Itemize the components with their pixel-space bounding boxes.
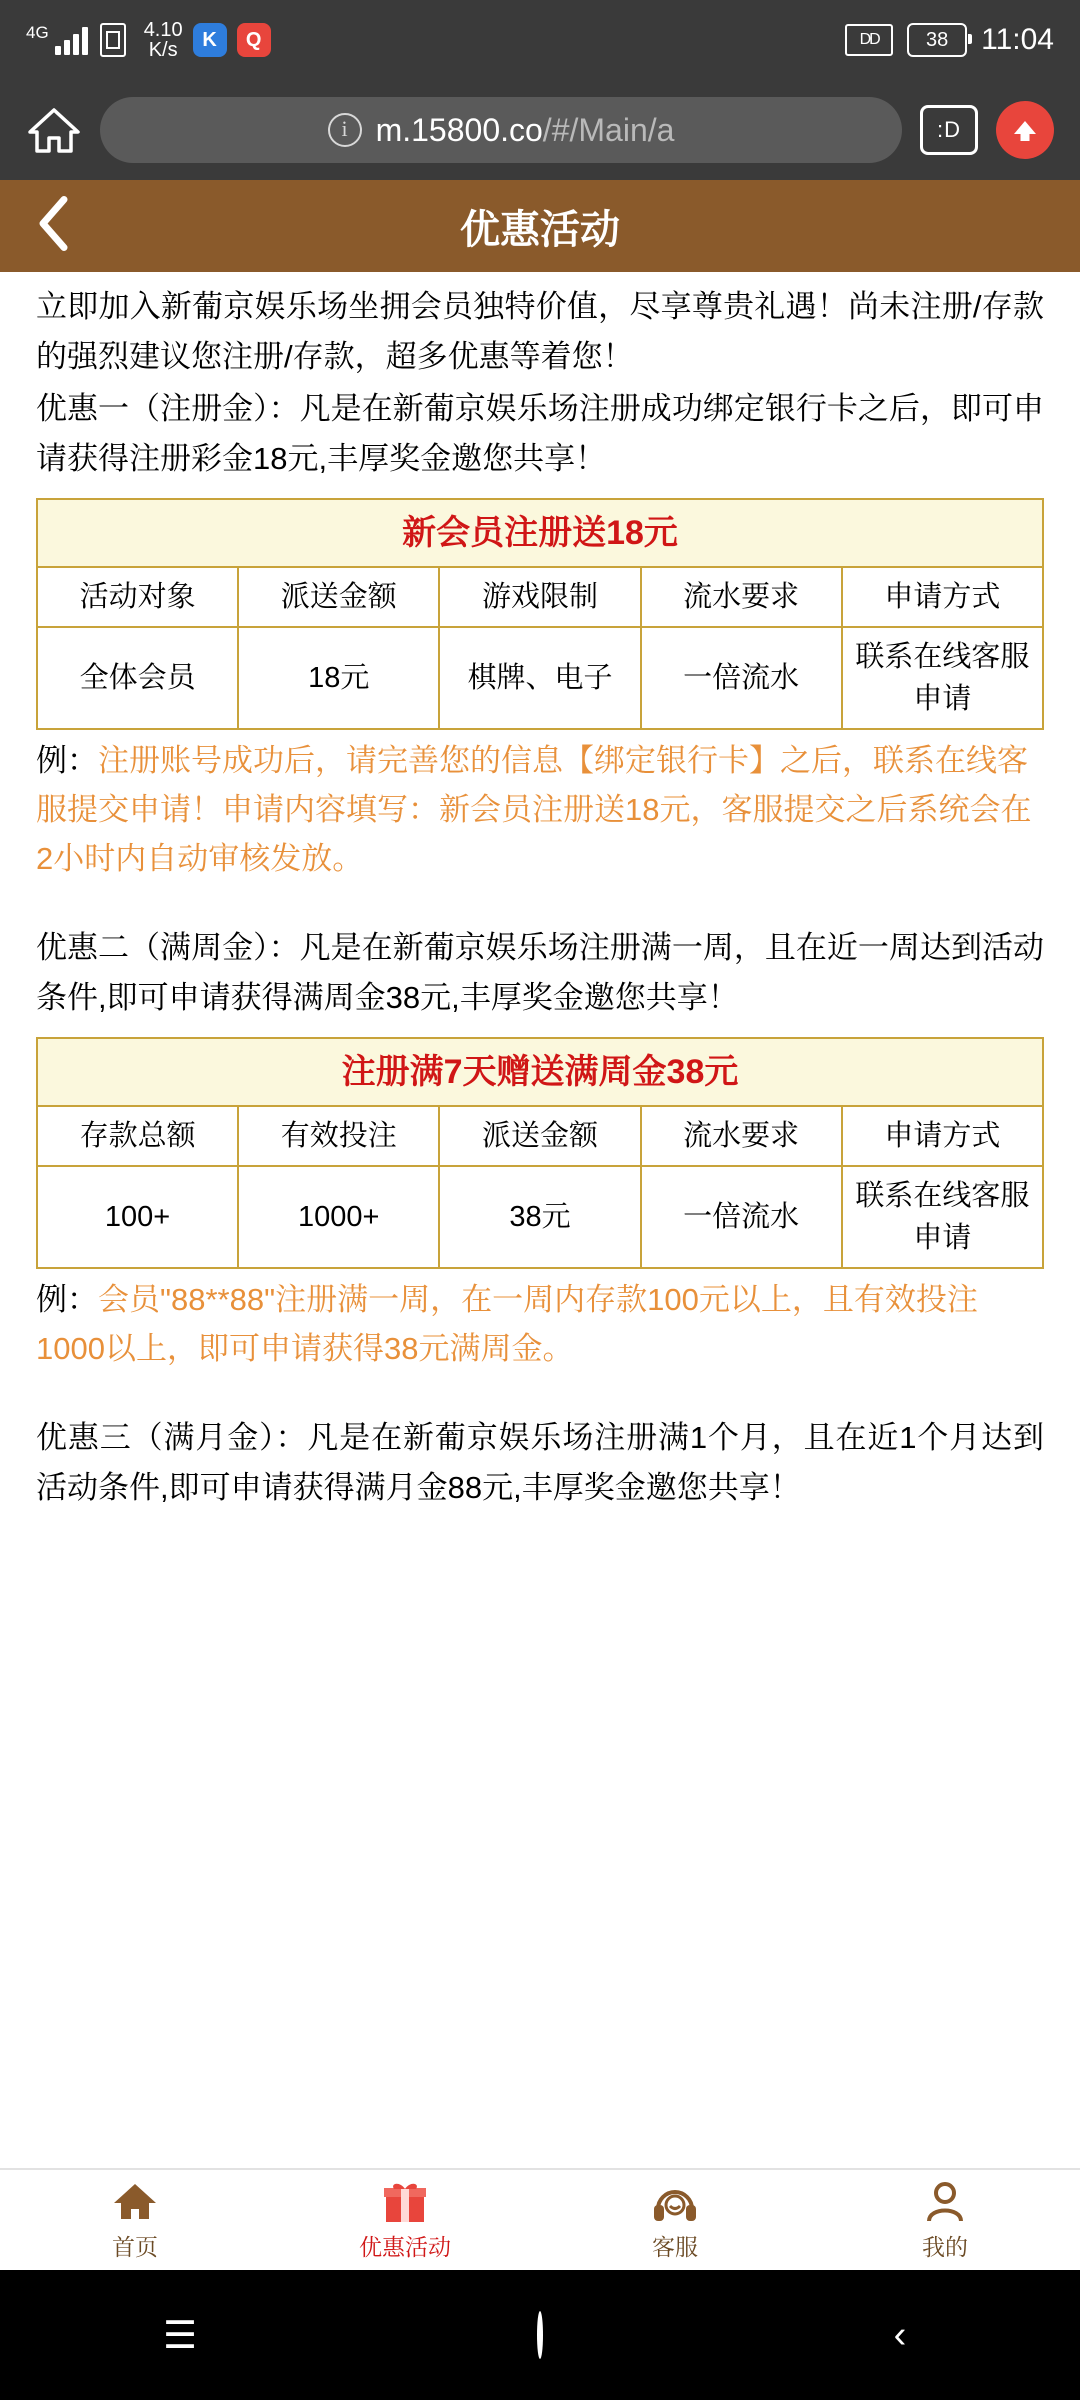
promo3-paragraph: 优惠三（满月金）：凡是在新葡京娱乐场注册满1个月，且在近1个月达到活动条件,即可申请获得满月金88元,丰厚奖金邀您共享！ — [36, 1420, 1044, 1505]
example-label: 例： — [36, 743, 98, 778]
nav-label: 优惠活动 — [359, 2233, 451, 2260]
home-icon — [112, 2179, 158, 2225]
home-icon[interactable] — [26, 104, 82, 156]
table-header-cell: 流水要求 — [641, 567, 842, 627]
signal-strength-icon — [55, 25, 88, 55]
nav-item-promotions[interactable] — [270, 2170, 540, 2270]
promo1-table-caption: 新会员注册送18元 — [37, 499, 1043, 567]
status-bar — [0, 0, 1080, 80]
table-header-cell: 游戏限制 — [439, 567, 640, 627]
example-text: 注册账号成功后，请完善您的信息【绑定银行卡】之后，联系在线客服提交申请！申请内容填写：新会员注册送18元，客服提交之后系统会在2小时内自动审核发放。 — [36, 743, 1032, 876]
status-bar-left — [26, 20, 845, 60]
back-button-icon[interactable]: ‹ — [893, 2313, 907, 2356]
table-cell: 棋牌、电子 — [439, 627, 640, 729]
network-speed-unit: K/s — [148, 39, 178, 61]
table-row — [37, 1166, 1043, 1268]
table-cell: 38元 — [439, 1166, 640, 1268]
nav-label: 我的 — [922, 2233, 968, 2260]
scroll-to-top-button[interactable] — [996, 101, 1054, 159]
table-cell: 一倍流水 — [641, 627, 842, 729]
table-cell: 1000+ — [238, 1166, 439, 1268]
battery-icon: 38 — [907, 23, 967, 57]
nav-label: 首页 — [112, 2233, 158, 2260]
network-speed-value: 4.10 — [143, 19, 183, 41]
app-icon-qq: Q — [237, 23, 271, 57]
recent-apps-icon[interactable]: ☰ — [162, 2314, 198, 2357]
sim-card-icon — [100, 23, 126, 57]
table-header-row — [37, 567, 1043, 627]
table-cell: 联系在线客服申请 — [842, 627, 1043, 729]
app-icon-kugou: K — [193, 23, 227, 57]
example-label: 例： — [36, 1282, 98, 1317]
url-text — [376, 112, 675, 149]
user-icon — [922, 2179, 968, 2225]
table-caption-row — [37, 499, 1043, 567]
network-speed — [144, 20, 183, 60]
table-row — [37, 627, 1043, 729]
url-domain: m.15800.co — [375, 111, 543, 148]
tab-count-button[interactable]: :D — [920, 105, 978, 155]
table-header-cell: 活动对象 — [37, 567, 238, 627]
table-cell: 联系在线客服申请 — [842, 1166, 1043, 1268]
table-header-cell: 有效投注 — [238, 1106, 439, 1166]
promo1-table — [36, 498, 1044, 730]
table-header-cell: 存款总额 — [37, 1106, 238, 1166]
bottom-navigation — [0, 2168, 1080, 2270]
nav-item-mine[interactable] — [810, 2170, 1080, 2270]
table-caption-row — [37, 1038, 1043, 1106]
browser-toolbar — [0, 80, 1080, 180]
nav-label: 客服 — [652, 2233, 698, 2260]
table-header-cell: 派送金额 — [439, 1106, 640, 1166]
nav-item-home[interactable] — [0, 2170, 270, 2270]
headset-icon — [652, 2179, 698, 2225]
page-title: 优惠活动 — [460, 207, 620, 252]
table-cell: 100+ — [37, 1166, 238, 1268]
promo1-paragraph: 优惠一（注册金）：凡是在新葡京娱乐场注册成功绑定银行卡之后，即可申请获得注册彩金18元,丰厚奖金邀您共享！ — [36, 391, 1044, 476]
table-header-cell: 派送金额 — [238, 567, 439, 627]
dolby-icon: DD — [845, 24, 893, 56]
example-text: 会员"88**88"注册满一周，在一周内存款100元以上，且有效投注1000以上，即可申请获得38元满周金。 — [36, 1282, 978, 1366]
network-type-label: 4G — [26, 22, 49, 42]
table-cell: 全体会员 — [37, 627, 238, 729]
android-navigation-bar — [0, 2270, 1080, 2400]
nav-item-support[interactable] — [540, 2170, 810, 2270]
page-header — [0, 180, 1080, 272]
table-cell: 18元 — [238, 627, 439, 729]
site-info-icon[interactable]: i — [328, 113, 362, 147]
promo2-paragraph: 优惠二（满周金）：凡是在新葡京娱乐场注册满一周，且在近一周达到活动条件,即可申请获得满周金38元,丰厚奖金邀您共享！ — [36, 930, 1044, 1015]
promo1-example — [36, 736, 1044, 883]
promo2-table-caption: 注册满7天赠送满周金38元 — [37, 1038, 1043, 1106]
promo2-example — [36, 1275, 1044, 1373]
home-button-icon[interactable] — [480, 2314, 600, 2357]
clock-label: 11:04 — [981, 23, 1054, 56]
intro-paragraph: 立即加入新葡京娱乐场坐拥会员独特价值，尽享尊贵礼遇！尚未注册/存款的强烈建议您注册/存款，超多优惠等着您！ — [36, 289, 1044, 374]
table-header-cell: 流水要求 — [641, 1106, 842, 1166]
status-bar-right — [845, 23, 1054, 57]
promotions-content[interactable] — [0, 272, 1080, 2170]
gift-icon — [382, 2179, 428, 2225]
url-bar[interactable] — [100, 97, 902, 163]
url-path: /#/Main/a — [542, 111, 675, 148]
back-icon[interactable] — [36, 196, 70, 257]
table-header-cell: 申请方式 — [842, 1106, 1043, 1166]
table-cell: 一倍流水 — [641, 1166, 842, 1268]
promo2-table — [36, 1037, 1044, 1269]
table-header-row — [37, 1106, 1043, 1166]
table-header-cell: 申请方式 — [842, 567, 1043, 627]
